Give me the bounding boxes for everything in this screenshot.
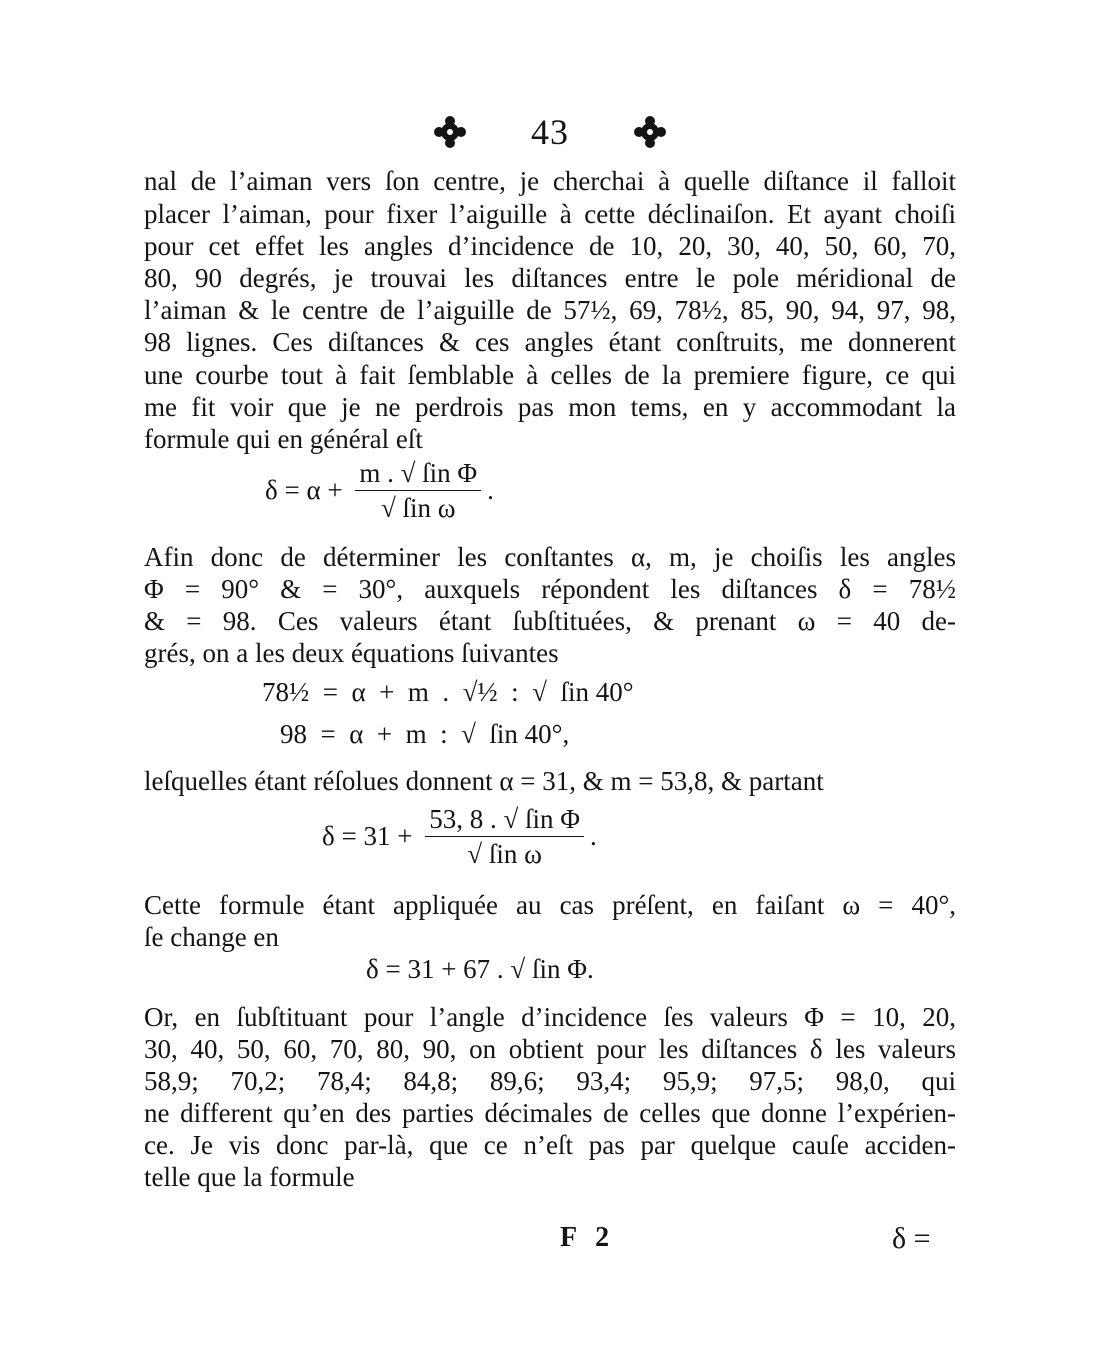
text-line: 98 lignes. Ces diſtances & ces angles étant conſtruits, me donnerent xyxy=(144,327,956,357)
text-line: leſquelles étant réſolues donnent α = 31, & m = 53,8, & partant xyxy=(144,766,824,796)
formula-lhs: δ = 31 + xyxy=(322,821,420,851)
text-line: une courbe tout à fait ſemblable à celles de la premiere figure, ce qui xyxy=(144,360,956,390)
formula-applied: δ = 31 + 67 . √ ſin Φ. xyxy=(366,954,594,984)
text-line: Or, en ſubſtituant pour l’angle d’incidence ſes valeurs Φ = 10, 20, xyxy=(144,1002,956,1032)
text-line: telle que la formule xyxy=(144,1162,355,1192)
text-line: ne different qu’en des parties décimales de celles que donne l’expérien- xyxy=(144,1098,956,1128)
text-line: formule qui en général eſt xyxy=(144,424,423,454)
text-line: 30, 40, 50, 60, 70, 80, 90, on obtient pour les diſtances δ les valeurs xyxy=(144,1034,956,1064)
text-line: pour cet effet les angles d’incidence de 10, 20, 30, 40, 50, 60, 70, xyxy=(144,231,956,261)
signature-mark: F 2 xyxy=(560,1222,616,1253)
text-line: & = 98. Ces valeurs étant ſubſtituées, & prenant ω = 40 de- xyxy=(144,606,956,636)
page-header xyxy=(0,102,1100,162)
formula-denominator: √ ſin ω xyxy=(467,839,542,869)
text-line: nal de l’aiman vers ſon centre, je cherchai à quelle diſtance il falloit xyxy=(144,166,956,196)
text-line: l’aiman & le centre de l’aiguille de 57½, 69, 78½, 85, 90, 94, 97, 98, xyxy=(144,295,956,325)
text-line: 80, 90 degrés, je trouvai les diſtances entre le pole méridional de xyxy=(144,263,956,293)
formula-numerator: 53, 8 . √ ſin Φ xyxy=(425,804,584,837)
text-line: me fit voir que je ne perdrois pas mon tems, en y accommodant la xyxy=(144,392,956,422)
formula-end: . xyxy=(487,475,494,505)
page-number: 43 xyxy=(531,112,569,152)
text-line: 58,9; 70,2; 78,4; 84,8; 89,6; 93,4; 95,9; 97,5; 98,0, qui xyxy=(144,1066,956,1096)
equation-1: 78½ = α + m . √½ : √ ſin 40° xyxy=(262,677,634,707)
formula-end: . xyxy=(590,821,597,851)
formula-lhs: δ = α + xyxy=(265,475,350,505)
text-line: ce. Je vis donc par-là, que ce n’eſt pas par quelque cauſe acciden- xyxy=(144,1130,956,1160)
formula-fraction xyxy=(355,458,481,523)
formula-solved xyxy=(322,804,597,869)
text-line: Cette formule étant appliquée au cas préſent, en faiſant ω = 40°, xyxy=(144,890,956,920)
formula-fraction xyxy=(425,804,584,869)
text-line: Afin donc de déterminer les conſtantes α, m, je choiſis les angles xyxy=(144,542,956,572)
equation-2: 98 = α + m : √ ſin 40°, xyxy=(280,719,570,749)
formula-numerator: m . √ ſin Φ xyxy=(355,458,481,491)
fleuron-ornament-left xyxy=(433,115,467,149)
text-line: Φ = 90° & = 30°, auxquels répondent les diſtances δ = 78½ xyxy=(144,574,956,604)
formula-general xyxy=(265,458,494,523)
text-line: grés, on a les deux équations ſuivantes xyxy=(144,638,559,668)
text-line: placer l’aiman, pour fixer l’aiguille à cette déclinaiſon. Et ayant choiſi xyxy=(144,199,956,229)
formula-denominator: √ ſin ω xyxy=(380,493,456,523)
text-line: ſe change en xyxy=(144,922,279,952)
catchword: δ = xyxy=(892,1222,931,1255)
fleuron-ornament-right xyxy=(633,115,667,149)
